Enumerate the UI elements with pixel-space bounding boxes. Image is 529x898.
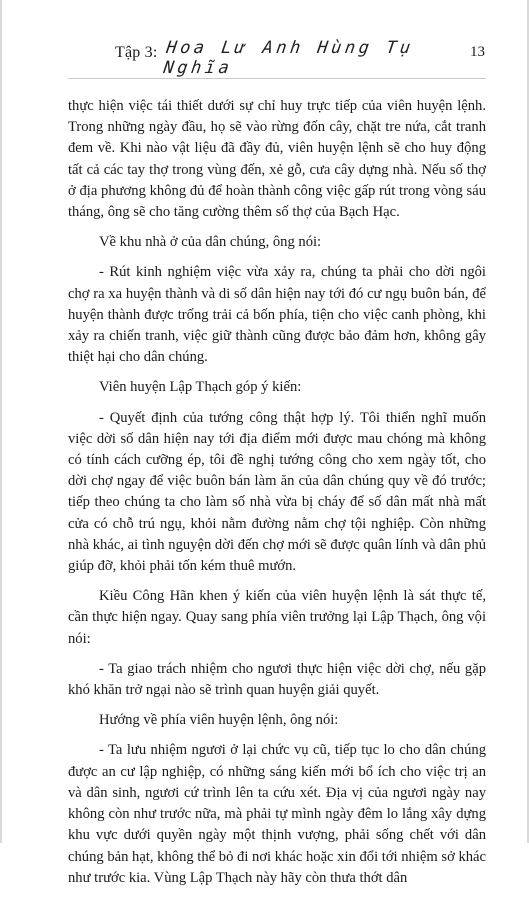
paragraph: - Ta giao trách nhiệm cho ngươi thực hiện việc dời chợ, nếu gặp khó khăn trở ngại nào sẽ trình quan huyện giải quyết. [68,660,486,699]
book-title: Hoa Lư Anh Hùng Tụ Nghĩa [162,38,416,78]
paragraph: - Ta lưu nhiệm ngươi ở lại chức vụ cũ, tiếp tục lo cho dân chúng được an cư lập nghiệp, có những sáng kiến mới bổ ích cho việc trị an và dân sinh, ngươi cứ trình lên ta cứu xét. Địa vị của ngươi ngày nay không còn như trước nữa, mà phải tự mình ngày đêm lo lắng xây dựng khu vực dưới quyền ngày một thịnh vượng, phải sống chết với dân chúng bản hạt, không thể bỏ đi nơi khác hoặc xin đổi tới nhiệm sở khác như trước kia. Vùng Lập Thạch này hãy còn thưa thớt dân [68,742,486,886]
running-header [115,38,485,78]
page-edge-left [0,0,2,843]
page-number: 13 [470,44,485,60]
body-text [68,96,486,898]
paragraph: - Quyết định của tướng công thật hợp lý. Tôi thiển nghĩ muốn việc dời số dân hiện nay tới địa điểm mới được mau chóng mà không có tính cách cưỡng ép, tôi đề nghị tướng công cho xem ngày tốt, cho dời chợ ngay để việc buôn bán làm ăn của dân chúng quy về đó trước; tiếp theo chúng ta cho làm số nhà vừa bị cháy để số dân mất nhà mất cửa có chỗ trú ngụ, khỏi nằm đường nằm chợ tội nghiệp. Còn những nhà khác, ai tình nguyện dời đến chợ mới sẽ được quân lính và dân phủ giúp đỡ, khỏi phải tốn kém thuê mướn. [68,409,486,575]
header-divider [68,78,486,79]
paragraph: - Rút kinh nghiệm việc vừa xảy ra, chúng ta phải cho dời ngôi chợ ra xa huyện thành và di số dân hiện nay tới đó cư ngụ buôn bán, để huyện thành được trống trải cả bốn phía, tiện cho việc canh phòng, khi xảy ra chiến tranh, việc giữ thành cũng được bảo đảm hơn, không gây thiệt hại cho dân chúng. [68,264,486,366]
paragraph: thực hiện việc tái thiết dưới sự chỉ huy trực tiếp của viên huyện lệnh. Trong những ngày đầu, họ sẽ vào rừng đốn cây, chặt tre nứa, cắt tranh đem về. Khi nào vật liệu đã đầy đủ, viên huyện lệnh sẽ cho huy động tất cả các tay thợ trong vùng đến, xẻ gỗ, cưa cây dựng nhà. Nếu số thợ ở địa phương không đủ để hoàn thành công việc gấp rút trong vòng sáu tháng, ông sẽ cho tăng cường thêm số thợ của Bạch Hạc. [68,98,486,221]
paragraph: Hướng về phía viên huyện lệnh, ông nói: [99,712,339,729]
paragraph: Viên huyện Lập Thạch góp ý kiến: [99,379,302,396]
volume-label: Tập 3: [115,44,158,61]
paragraph: Kiều Công Hãn khen ý kiến của viên huyện lệnh là sát thực tế, cần thực hiện ngay. Quay sang phía viên trưởng lại Lập Thạch, ông vội nói: [68,588,486,647]
paragraph: Về khu nhà ở của dân chúng, ông nói: [99,234,322,251]
